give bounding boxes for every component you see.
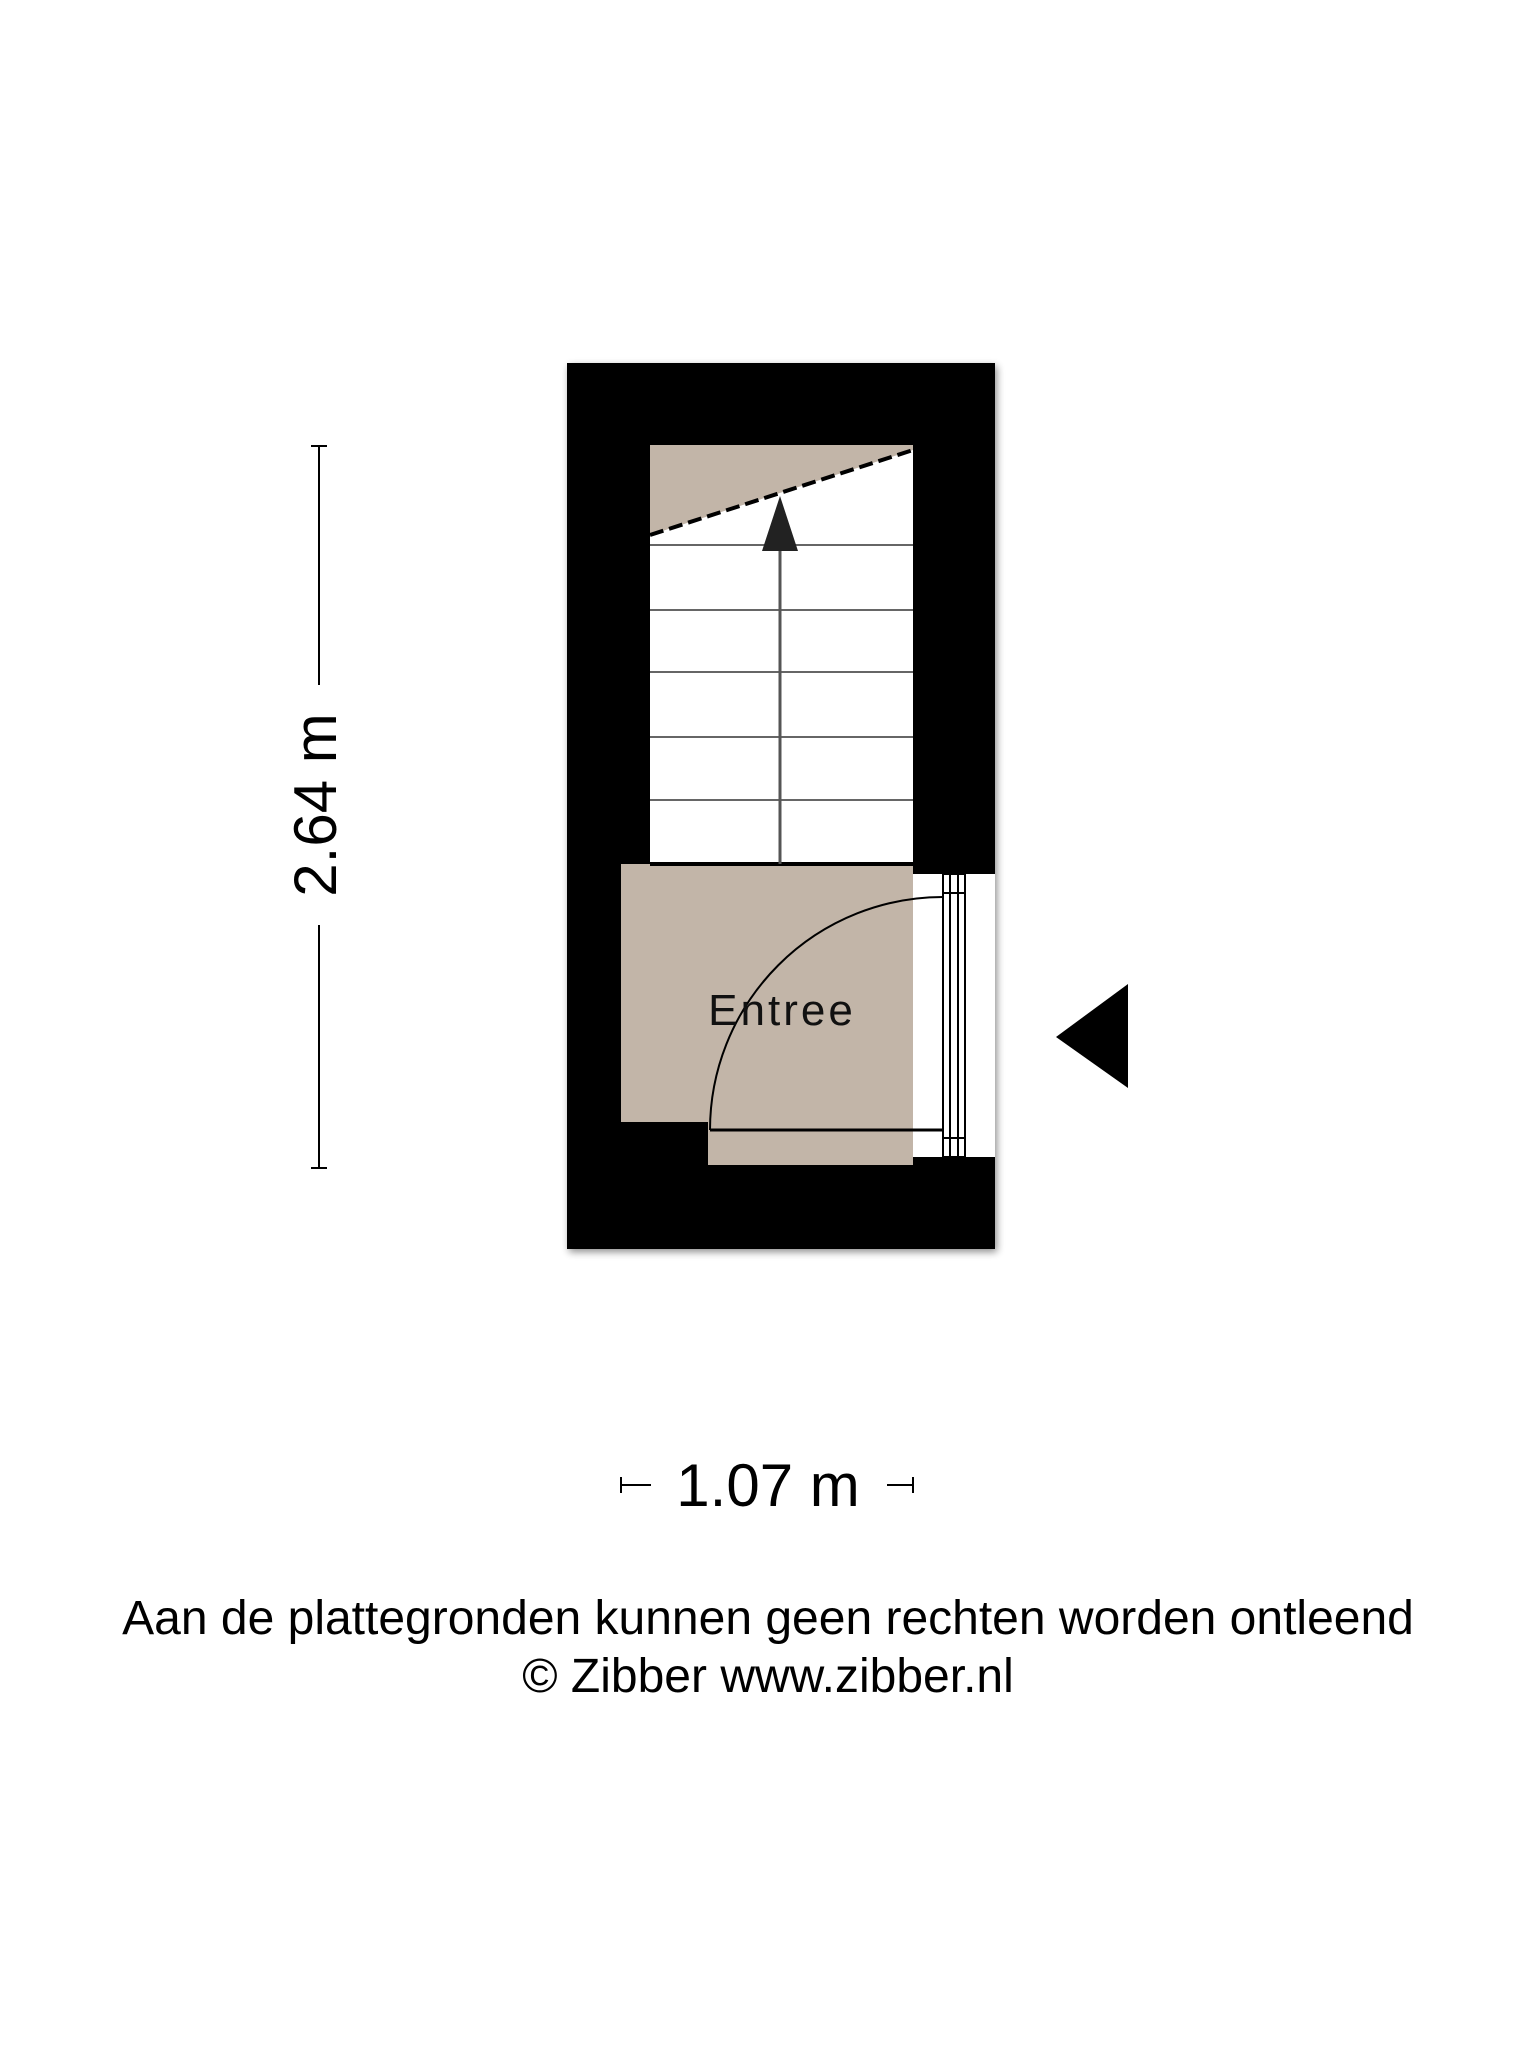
copyright-text: © Zibber www.zibber.nl [522,1650,1014,1703]
entrance-triangle-icon [1056,984,1128,1088]
door-frame [943,874,965,1157]
disclaimer-text: Aan de plattegronden kunnen geen rechten worden ontleend [122,1592,1414,1645]
height-dimension-label: 2.64 m [281,713,349,897]
room-label: Entree [708,986,856,1035]
width-dimension-label: 1.07 m [676,1452,860,1519]
